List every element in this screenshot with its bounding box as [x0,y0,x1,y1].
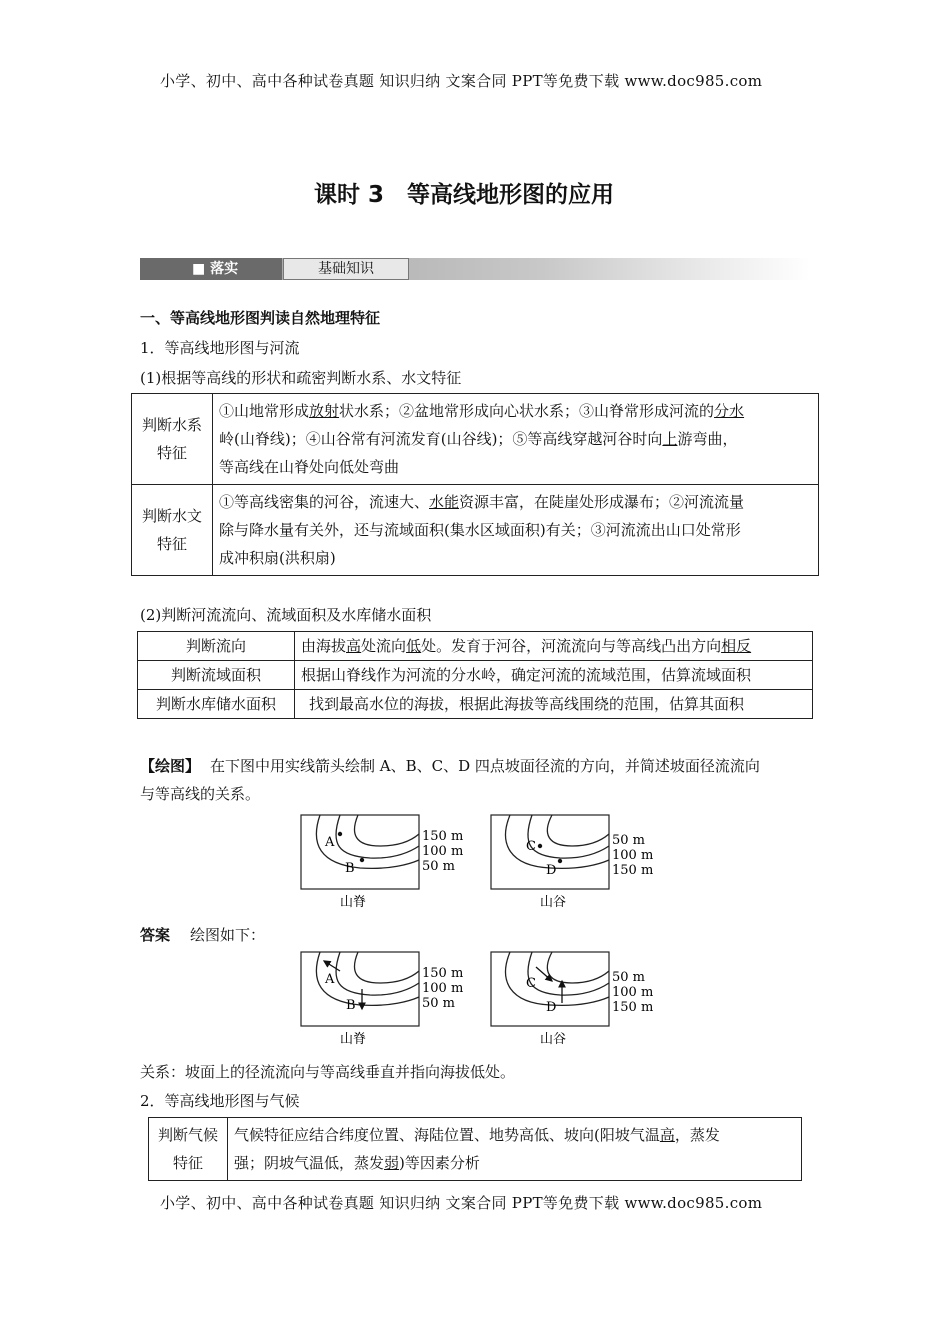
contour-label: 50 m [422,859,456,874]
table-row [149,1118,802,1181]
draw-task-line2: 与等高线的关系。 [140,785,261,803]
table-river-flow [137,631,813,719]
point-c-label: C [526,976,536,991]
valley-map-answer [490,951,660,1047]
point-d-dot [558,859,562,863]
table-row [132,485,819,576]
map-frame [301,815,419,889]
banner-right: 基础知识 [283,258,409,280]
point-b-dot [360,858,364,862]
banner-left: ■ 落实 [140,258,282,280]
point-b-label: B [345,861,355,876]
table-water-features [131,393,819,576]
point-a-label: A [325,835,335,850]
map-caption: 山脊 [340,895,367,910]
item2-heading: 2．等高线地形图与气候 [140,1092,300,1110]
table-cell: 气候特征应结合纬度位置、海陆位置、地势高低、坡向(阳坡气温高，蒸发 强；阴坡气温低，蒸发弱)等因素分析 [228,1118,802,1181]
item1-sub2: (2)判断河流流向、流域面积及水库储水面积 [140,606,432,624]
table-row [132,394,819,485]
contour-label: 100 m [612,848,654,863]
map-caption: 山谷 [540,1032,567,1047]
contour-label: 100 m [422,981,464,996]
section-banner [140,258,810,280]
contour-line [547,952,609,983]
ridge-map-question [300,814,470,910]
ridge-map-answer [300,951,470,1047]
table-cell-label: 判断水库储水面积 [138,690,295,719]
table-row [138,661,813,690]
contour-label: 100 m [422,844,464,859]
point-d-label: D [546,863,557,878]
contour-label: 50 m [422,996,456,1011]
contour-line [528,952,609,995]
table-cell: 找到最高水位的海拔，根据此海拔等高线围绕的范围，估算其面积 [295,690,813,719]
map-frame [301,952,419,1026]
contour-line [336,952,419,995]
item1-sub1: (1)根据等高线的形状和疏密判断水系、水文特征 [140,369,462,387]
table-climate [148,1117,802,1181]
contour-label: 150 m [612,863,654,878]
contour-label: 50 m [612,833,646,848]
point-c-label: C [526,839,536,854]
contour-label: 50 m [612,970,646,985]
contour-line [506,815,609,868]
table-cell-label: 判断气候特征 [149,1118,228,1181]
contour-line [506,952,609,1005]
table-cell-label: 判断流域面积 [138,661,295,690]
section1-heading: 一、等高线地形图判读自然地理特征 [140,309,381,327]
point-a-dot [338,832,342,836]
point-c-dot [538,844,542,848]
draw-task: 【绘图】 在下图中用实线箭头绘制 A、B、C、D 四点坡面径流的方向，并简述坡面径流流向 [140,757,760,775]
page-footer: 小学、初中、高中各种试卷真题 知识归纳 文案合同 PPT等免费下载 www.doc985.com [160,1194,763,1212]
table-cell-label: 判断流向 [138,632,295,661]
page-title: 课时 3 等高线地形图的应用 [314,182,615,208]
table-cell: ①山地常形成放射状水系；②盆地常形成向心状水系；③山脊常形成河流的分水 岭(山脊线)；④山谷常有河流发育(山谷线)；⑤等高线穿越河谷时向上游弯曲， 等高线在山脊处向低处弯曲 [213,394,819,485]
table-row [138,690,813,719]
contour-label: 150 m [422,966,464,981]
valley-map-question [490,814,660,910]
contour-line [354,952,419,983]
contour-line [528,815,609,858]
point-a-label: A [325,972,335,987]
table-cell: 根据山脊线作为河流的分水岭，确定河流的流域范围，估算流域面积 [295,661,813,690]
point-d-label: D [546,1000,557,1015]
map-caption: 山脊 [340,1032,367,1047]
table-cell: 由海拔高处流向低处。发育于河谷，河流流向与等高线凸出方向相反 [295,632,813,661]
contour-line [547,815,609,846]
contour-label: 150 m [422,829,464,844]
item1-heading: 1．等高线地形图与河流 [140,339,300,357]
contour-label: 150 m [612,1000,654,1015]
answer: 答案 绘图如下： [140,926,266,944]
table-cell-label: 判断水系特征 [132,394,213,485]
contour-label: 100 m [612,985,654,1000]
table-cell: ①等高线密集的河谷，流速大、水能资源丰富，在陡崖处形成瀑布；②河流流量 除与降水量有关外，还与流域面积(集水区域面积)有关；③河流流出山口处常形 成冲积扇(洪积扇) [213,485,819,576]
map-caption: 山谷 [540,895,567,910]
contour-line [336,815,419,858]
table-cell-label: 判断水文特征 [132,485,213,576]
contour-line [354,815,419,846]
page-header: 小学、初中、高中各种试卷真题 知识归纳 文案合同 PPT等免费下载 www.doc985.com [160,72,763,90]
point-b-label: B [346,998,356,1013]
table-row [138,632,813,661]
relation-text: 关系：坡面上的径流流向与等高线垂直并指向海拔低处。 [140,1063,516,1081]
